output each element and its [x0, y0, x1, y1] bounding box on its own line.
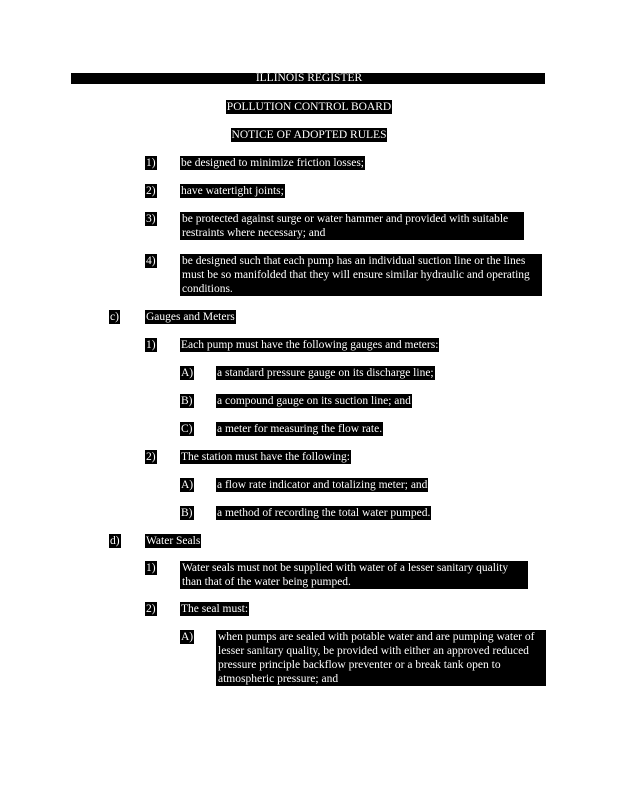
c-p2b-label: B) — [181, 507, 193, 519]
board-title-row — [0, 100, 618, 114]
item-2-label: 2) — [146, 185, 156, 197]
c-p2-label: 2) — [146, 451, 156, 463]
c-b-text: a compound gauge on its suction line; and — [217, 395, 411, 407]
section-c-label: c) — [110, 311, 119, 323]
c-p2a-text: a flow rate indicator and totalizing meter; and — [217, 479, 428, 491]
notice-title-row — [0, 128, 618, 142]
d-a-text: when pumps are sealed with potable water and are pumping water of lesser sanitary quality, be provided with either an approved reduced pressure principle backflow preventer or a break tank open to atmospheric pressure; and — [216, 630, 546, 686]
item-1-text: be designed to minimize friction losses; — [181, 157, 365, 169]
c-c-text: a meter for measuring the flow rate. — [217, 423, 383, 435]
item-2-text: have watertight joints; — [181, 185, 284, 197]
c-p2a-label: A) — [181, 479, 194, 491]
register-title: ILLINOIS REGISTER — [255, 72, 363, 84]
c-c-label: C) — [181, 423, 193, 435]
item-4-text: be designed such that each pump has an individual suction line or the lines must be so manifolded that they will ensure similar hydraulic and operating conditions. — [180, 254, 542, 296]
d-p1-text: Water seals must not be supplied with water of a lesser sanitary quality than that of the water being pumped. — [180, 561, 528, 589]
item-3-label: 3) — [146, 213, 156, 225]
item-1-label: 1) — [146, 157, 156, 169]
section-d-label: d) — [110, 535, 120, 547]
c-p1-text: Each pump must have the following gauges and meters: — [181, 339, 439, 351]
c-a-label: A) — [181, 367, 194, 379]
d-p2-label: 2) — [146, 603, 156, 615]
register-title-row — [0, 71, 618, 85]
c-a-text: a standard pressure gauge on its discharge line; — [217, 367, 434, 379]
item-4-label: 4) — [146, 255, 156, 267]
notice-title: NOTICE OF ADOPTED RULES — [231, 129, 387, 141]
item-3-text: be protected against surge or water hammer and provided with suitable restraints where necessary; and — [180, 212, 524, 240]
c-p2b-text: a method of recording the total water pumped. — [217, 507, 431, 519]
section-d-title: Water Seals — [146, 535, 201, 547]
board-title: POLLUTION CONTROL BOARD — [226, 101, 392, 113]
c-b-label: B) — [181, 395, 193, 407]
section-c-title: Gauges and Meters — [146, 311, 235, 323]
d-a-label: A) — [181, 631, 194, 643]
d-p1-label: 1) — [146, 562, 156, 574]
c-p2-text: The station must have the following: — [181, 451, 350, 463]
c-p1-label: 1) — [146, 339, 156, 351]
d-p2-text: The seal must: — [181, 603, 249, 615]
